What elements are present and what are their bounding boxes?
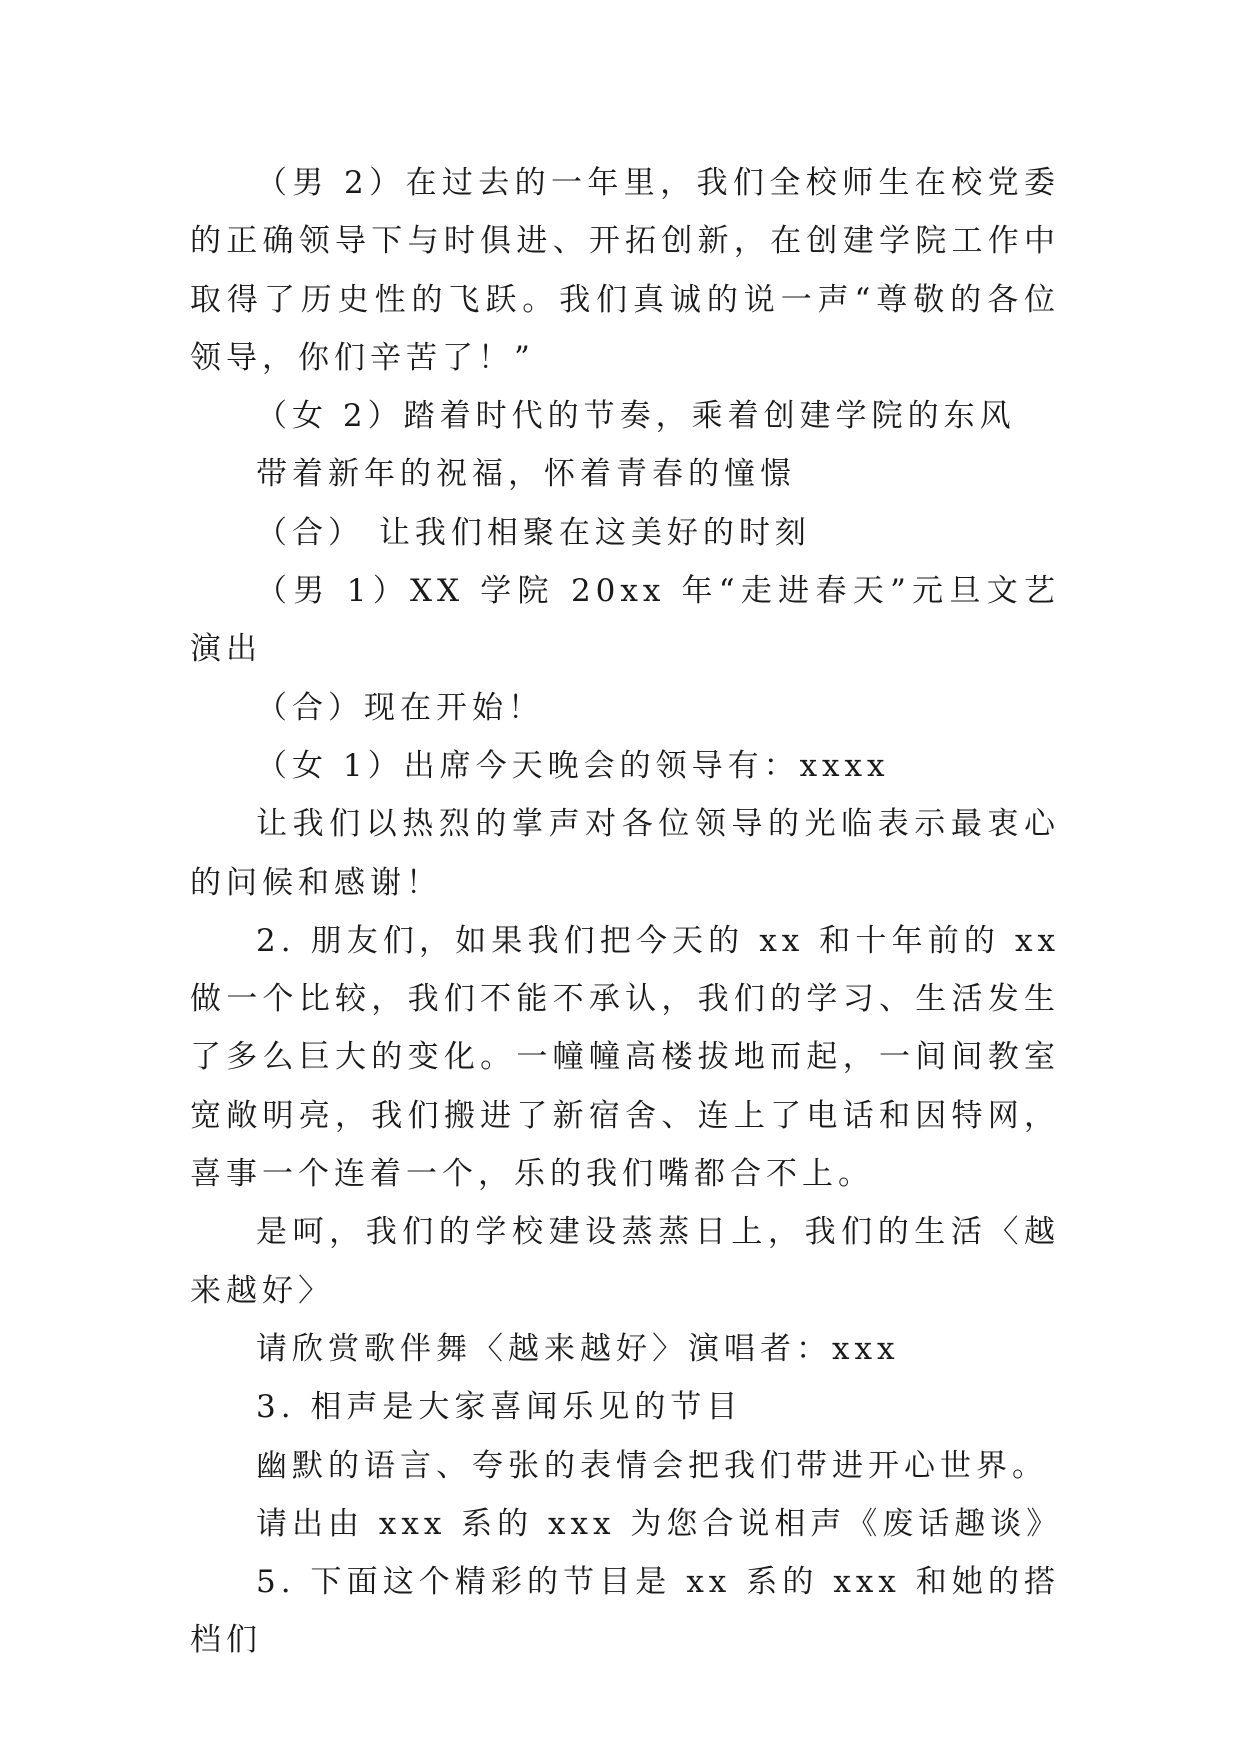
paragraph-male2-review: （男 2）在过去的一年里，我们全校师生在校党委的正确领导下与时俱进、开拓创新，在创建学院工作中取得了历史性的飞跃。我们真诚的说一声“尊敬的各位领导，你们辛苦了！” — [190, 165, 1060, 376]
document-body — [190, 154, 1063, 1670]
paragraph-female1-leaders: （女 1）出席今天晚会的领导有：xxxx — [256, 747, 890, 784]
paragraph-together-start: （合）现在开始！ — [256, 689, 544, 726]
paragraph-2-comparison: 2. 朋友们，如果我们把今天的 xx 和十年前的 xx 做一个比较，我们不能不承认，我们的学习、生活发生了多么巨大的变化。一幢幢高楼拔地而起，一间间教室宽敞明亮，我们搬进了新宿舍、连上了电话和因特网，喜事一个连着一个，乐的我们嘴都合不上。 — [190, 922, 1060, 1193]
paragraph-5-next-program: 5. 下面这个精彩的节目是 xx 系的 xxx 和她的搭档们 — [190, 1564, 1060, 1659]
paragraph-applause-thanks: 让我们以热烈的掌声对各位领导的光临表示最衷心的问候和感谢！ — [190, 806, 1060, 901]
paragraph-crosstalk-performer: 请出由 xxx 系的 xxx 为您合说相声《废话趣谈》 — [256, 1505, 1063, 1542]
paragraph-school-progress: 是呵，我们的学校建设蒸蒸日上，我们的生活〈越来越好〉 — [190, 1214, 1060, 1309]
paragraph-together-gather: （合） 让我们相聚在这美好的时刻 — [256, 514, 811, 551]
paragraph-song-dance: 请欣赏歌伴舞〈越来越好〉演唱者：xxx — [256, 1330, 900, 1367]
paragraph-female2-rhythm: （女 2）踏着时代的节奏，乘着创建学院的东风 — [256, 398, 1016, 435]
paragraph-3-crosstalk: 3. 相声是大家喜闻乐见的节目 — [256, 1389, 743, 1426]
paragraph-humor: 幽默的语言、夸张的表情会把我们带进开心世界。 — [256, 1447, 1048, 1484]
paragraph-new-year-wishes: 带着新年的祝福，怀着青春的憧憬 — [256, 456, 796, 493]
paragraph-male1-show-title: （男 1）XX 学院 20xx 年“走进春天”元旦文艺演出 — [190, 573, 1060, 668]
